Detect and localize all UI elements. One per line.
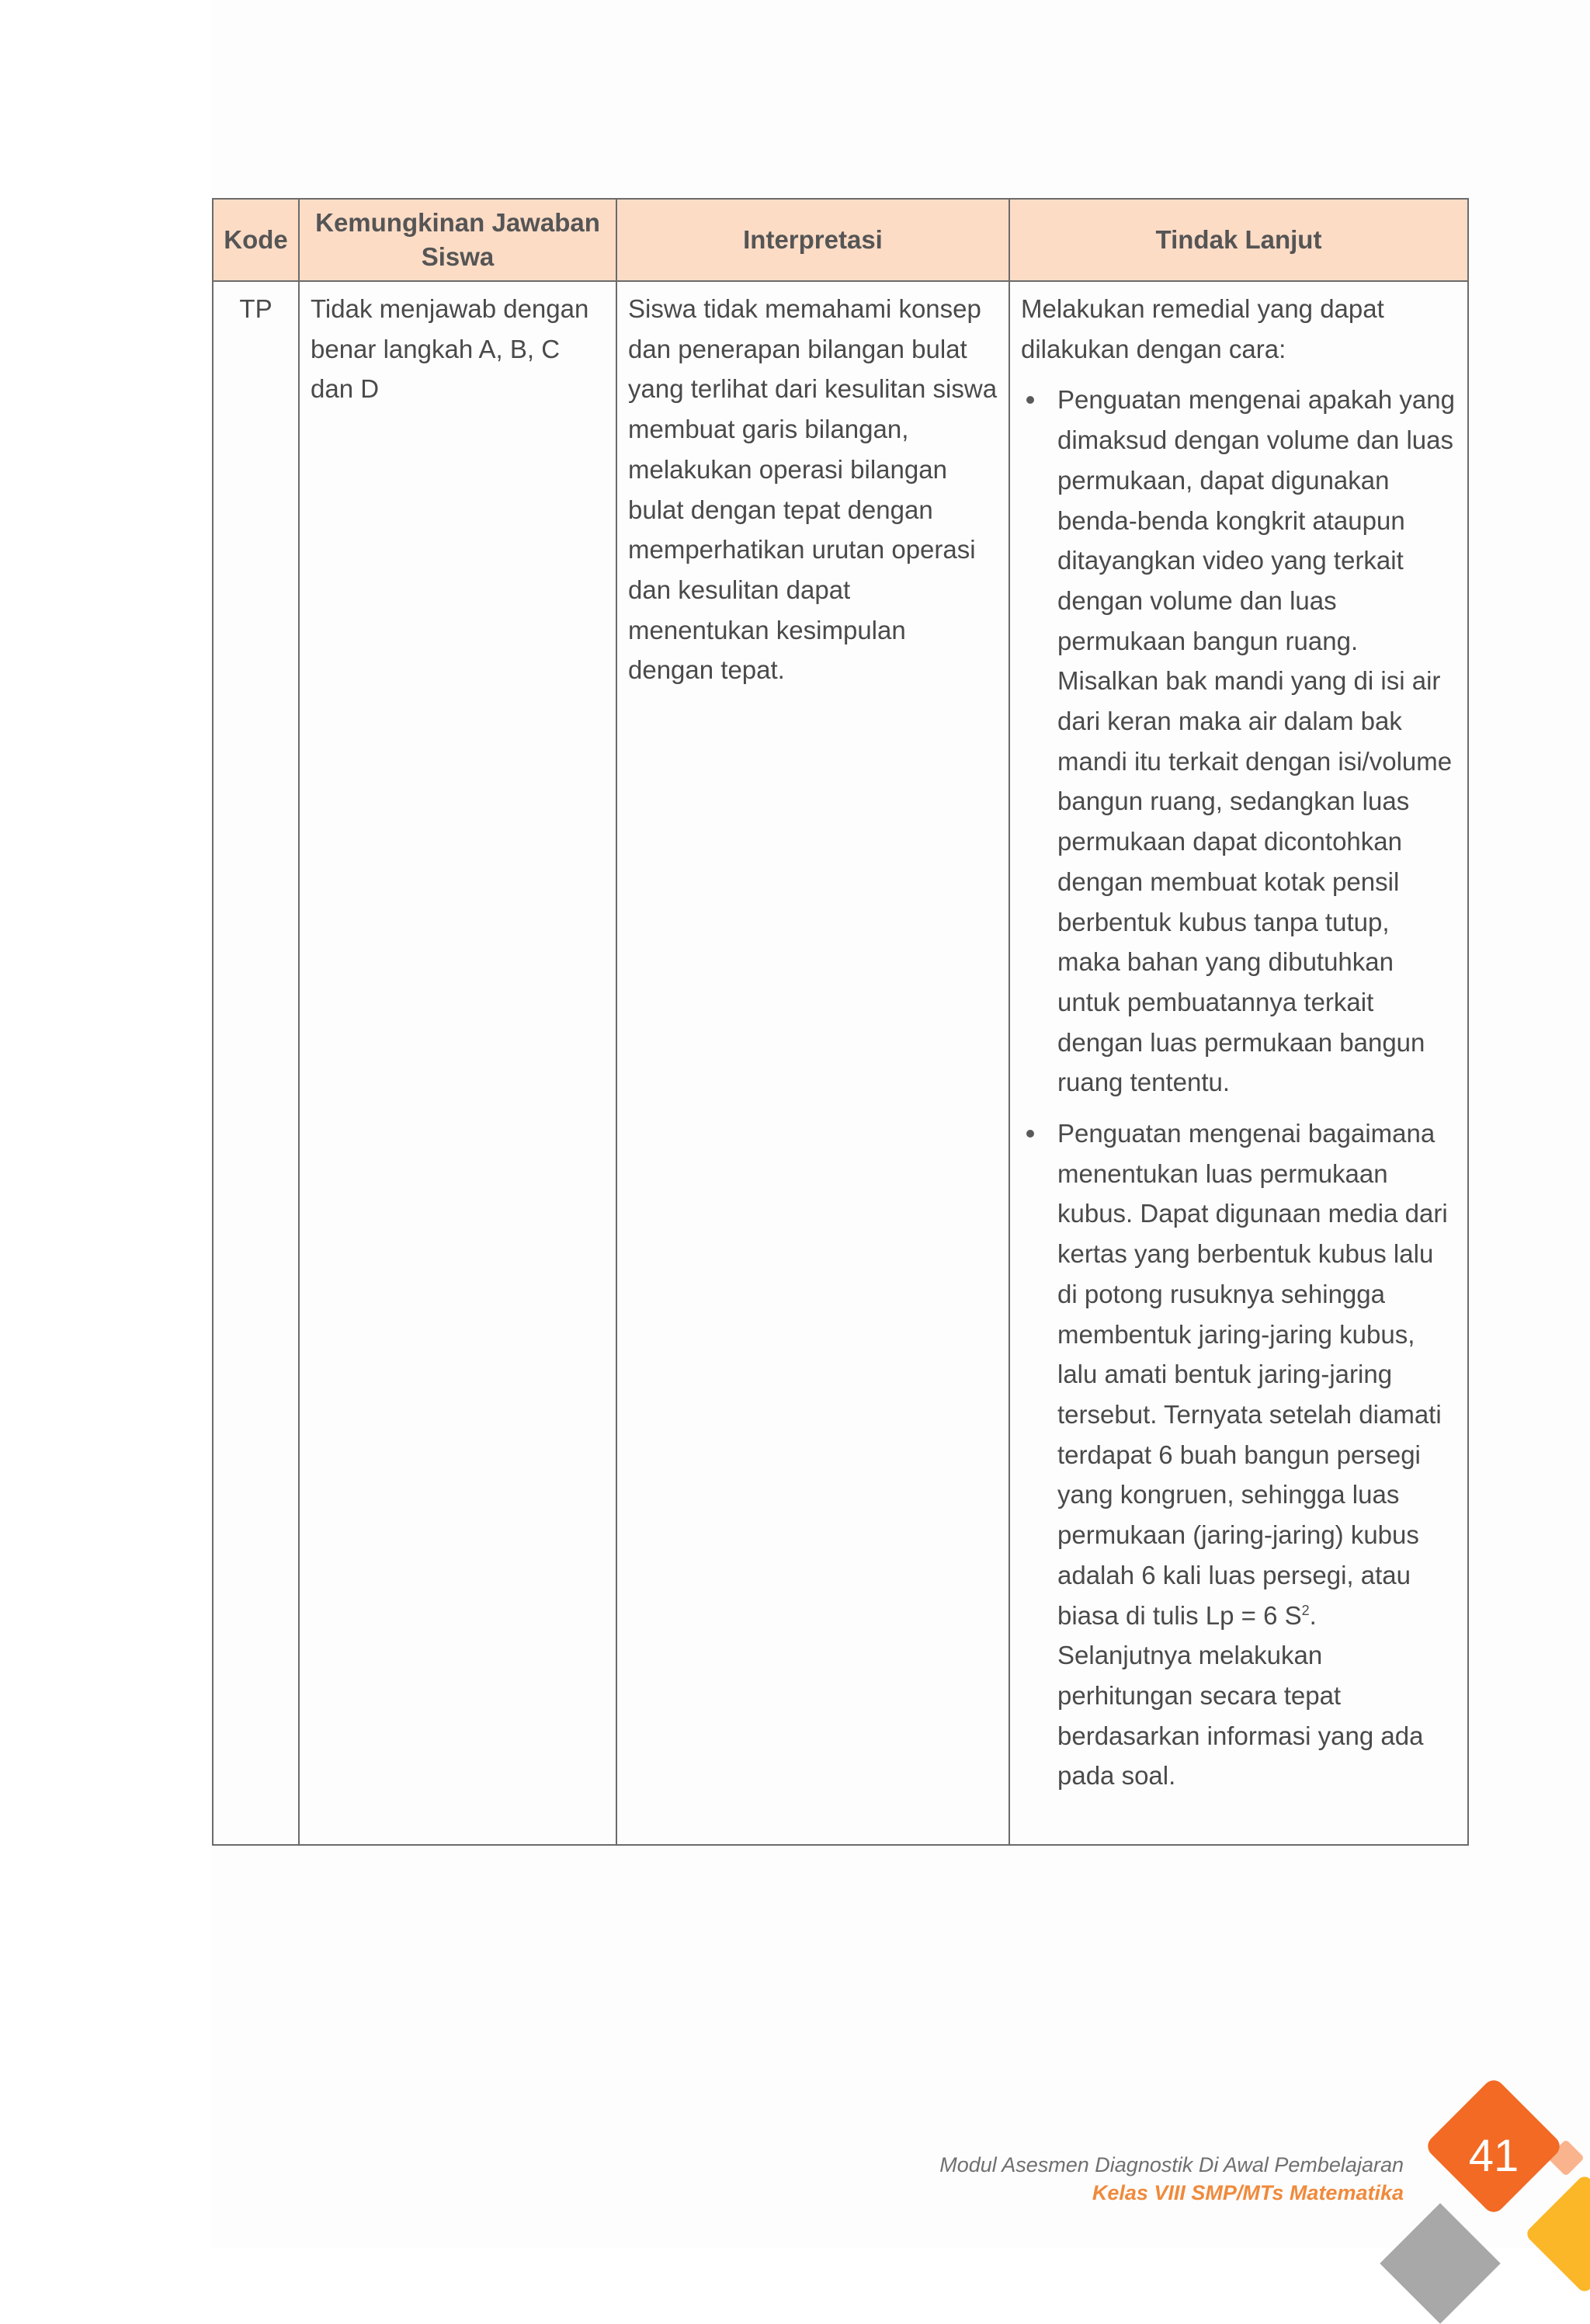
bullet-2-text-part1: Penguatan mengenai bagaimana menentukan luas permukaan kubus. Dapat digunaan media dari kertas yang berbentuk kubus lalu di potong rusuknya sehingga membentuk jaring-jaring kubus, lalu amati bentuk jaring-jaring tersebut. Ternyata setelah diamati terdapat 6 buah bangun persegi yang kongruen, sehingga luas permukaan (jaring-jaring) kubus adalah 6 kali luas persegi, atau biasa di tulis Lp = 6 S xyxy=(1057,1119,1448,1630)
list-item xyxy=(1057,1113,1456,1796)
header-interpretasi: Interpretasi xyxy=(616,199,1009,281)
footer xyxy=(939,2151,1404,2207)
cell-jawaban: Tidak menjawab dengan benar langkah A, B, C dan D xyxy=(299,281,616,1845)
superscript-2: 2 xyxy=(1301,1602,1310,1618)
header-kode: Kode xyxy=(213,199,299,281)
bullet-1-text: Penguatan mengenai apakah yang dimaksud dengan volume dan luas permukaan, dapat digunakan benda-benda kongkrit ataupun ditayangkan video yang terkait dengan volume dan luas permukaan bangun ruang. Misalkan bak mandi yang di isi air dari keran maka air dalam bak mandi itu terkait dengan isi/volume bangun ruang, sedangkan luas permukaan dapat dicontohkan dengan membuat kotak pensil berbentuk kubus tanpa tutup, maka bahan yang dibutuhkan untuk pembuatannya terkait dengan luas permukaan bangun ruang tententu. xyxy=(1057,385,1455,1097)
footer-class-subject: Kelas VIII SMP/MTs Matematika xyxy=(1092,2181,1404,2204)
page-number: 41 xyxy=(1468,2131,1519,2181)
list-item xyxy=(1057,380,1456,1103)
cell-tindak-lanjut xyxy=(1009,281,1468,1845)
header-kemungkinan-jawaban: Kemungkinan Jawaban Siswa xyxy=(299,199,616,281)
bullet-2-text-part2: . Selanjutnya melakukan perhitungan secara tepat berdasarkan informasi yang ada pada soal. xyxy=(1057,1600,1424,1791)
cell-interpretasi: Siswa tidak memahami konsep dan penerapan bilangan bulat yang terlihat dari kesulitan siswa membuat garis bilangan, melakukan operasi bilangan bulat dengan tepat dengan memperhatikan urutan operasi dan kesulitan dapat menentukan kesimpulan dengan tepat. xyxy=(616,281,1009,1845)
table-row xyxy=(213,281,1468,1845)
table-header-row xyxy=(213,199,1468,281)
tindak-lanjut-intro: Melakukan remedial yang dapat dilakukan dengan cara: xyxy=(1021,294,1384,363)
footer-module-title: Modul Asesmen Diagnostik Di Awal Pembelajaran xyxy=(939,2153,1404,2176)
header-tindak-lanjut: Tindak Lanjut xyxy=(1009,199,1468,281)
tindak-lanjut-list xyxy=(1021,380,1456,1796)
assessment-table xyxy=(212,198,1469,1846)
cell-kode: TP xyxy=(213,281,299,1845)
